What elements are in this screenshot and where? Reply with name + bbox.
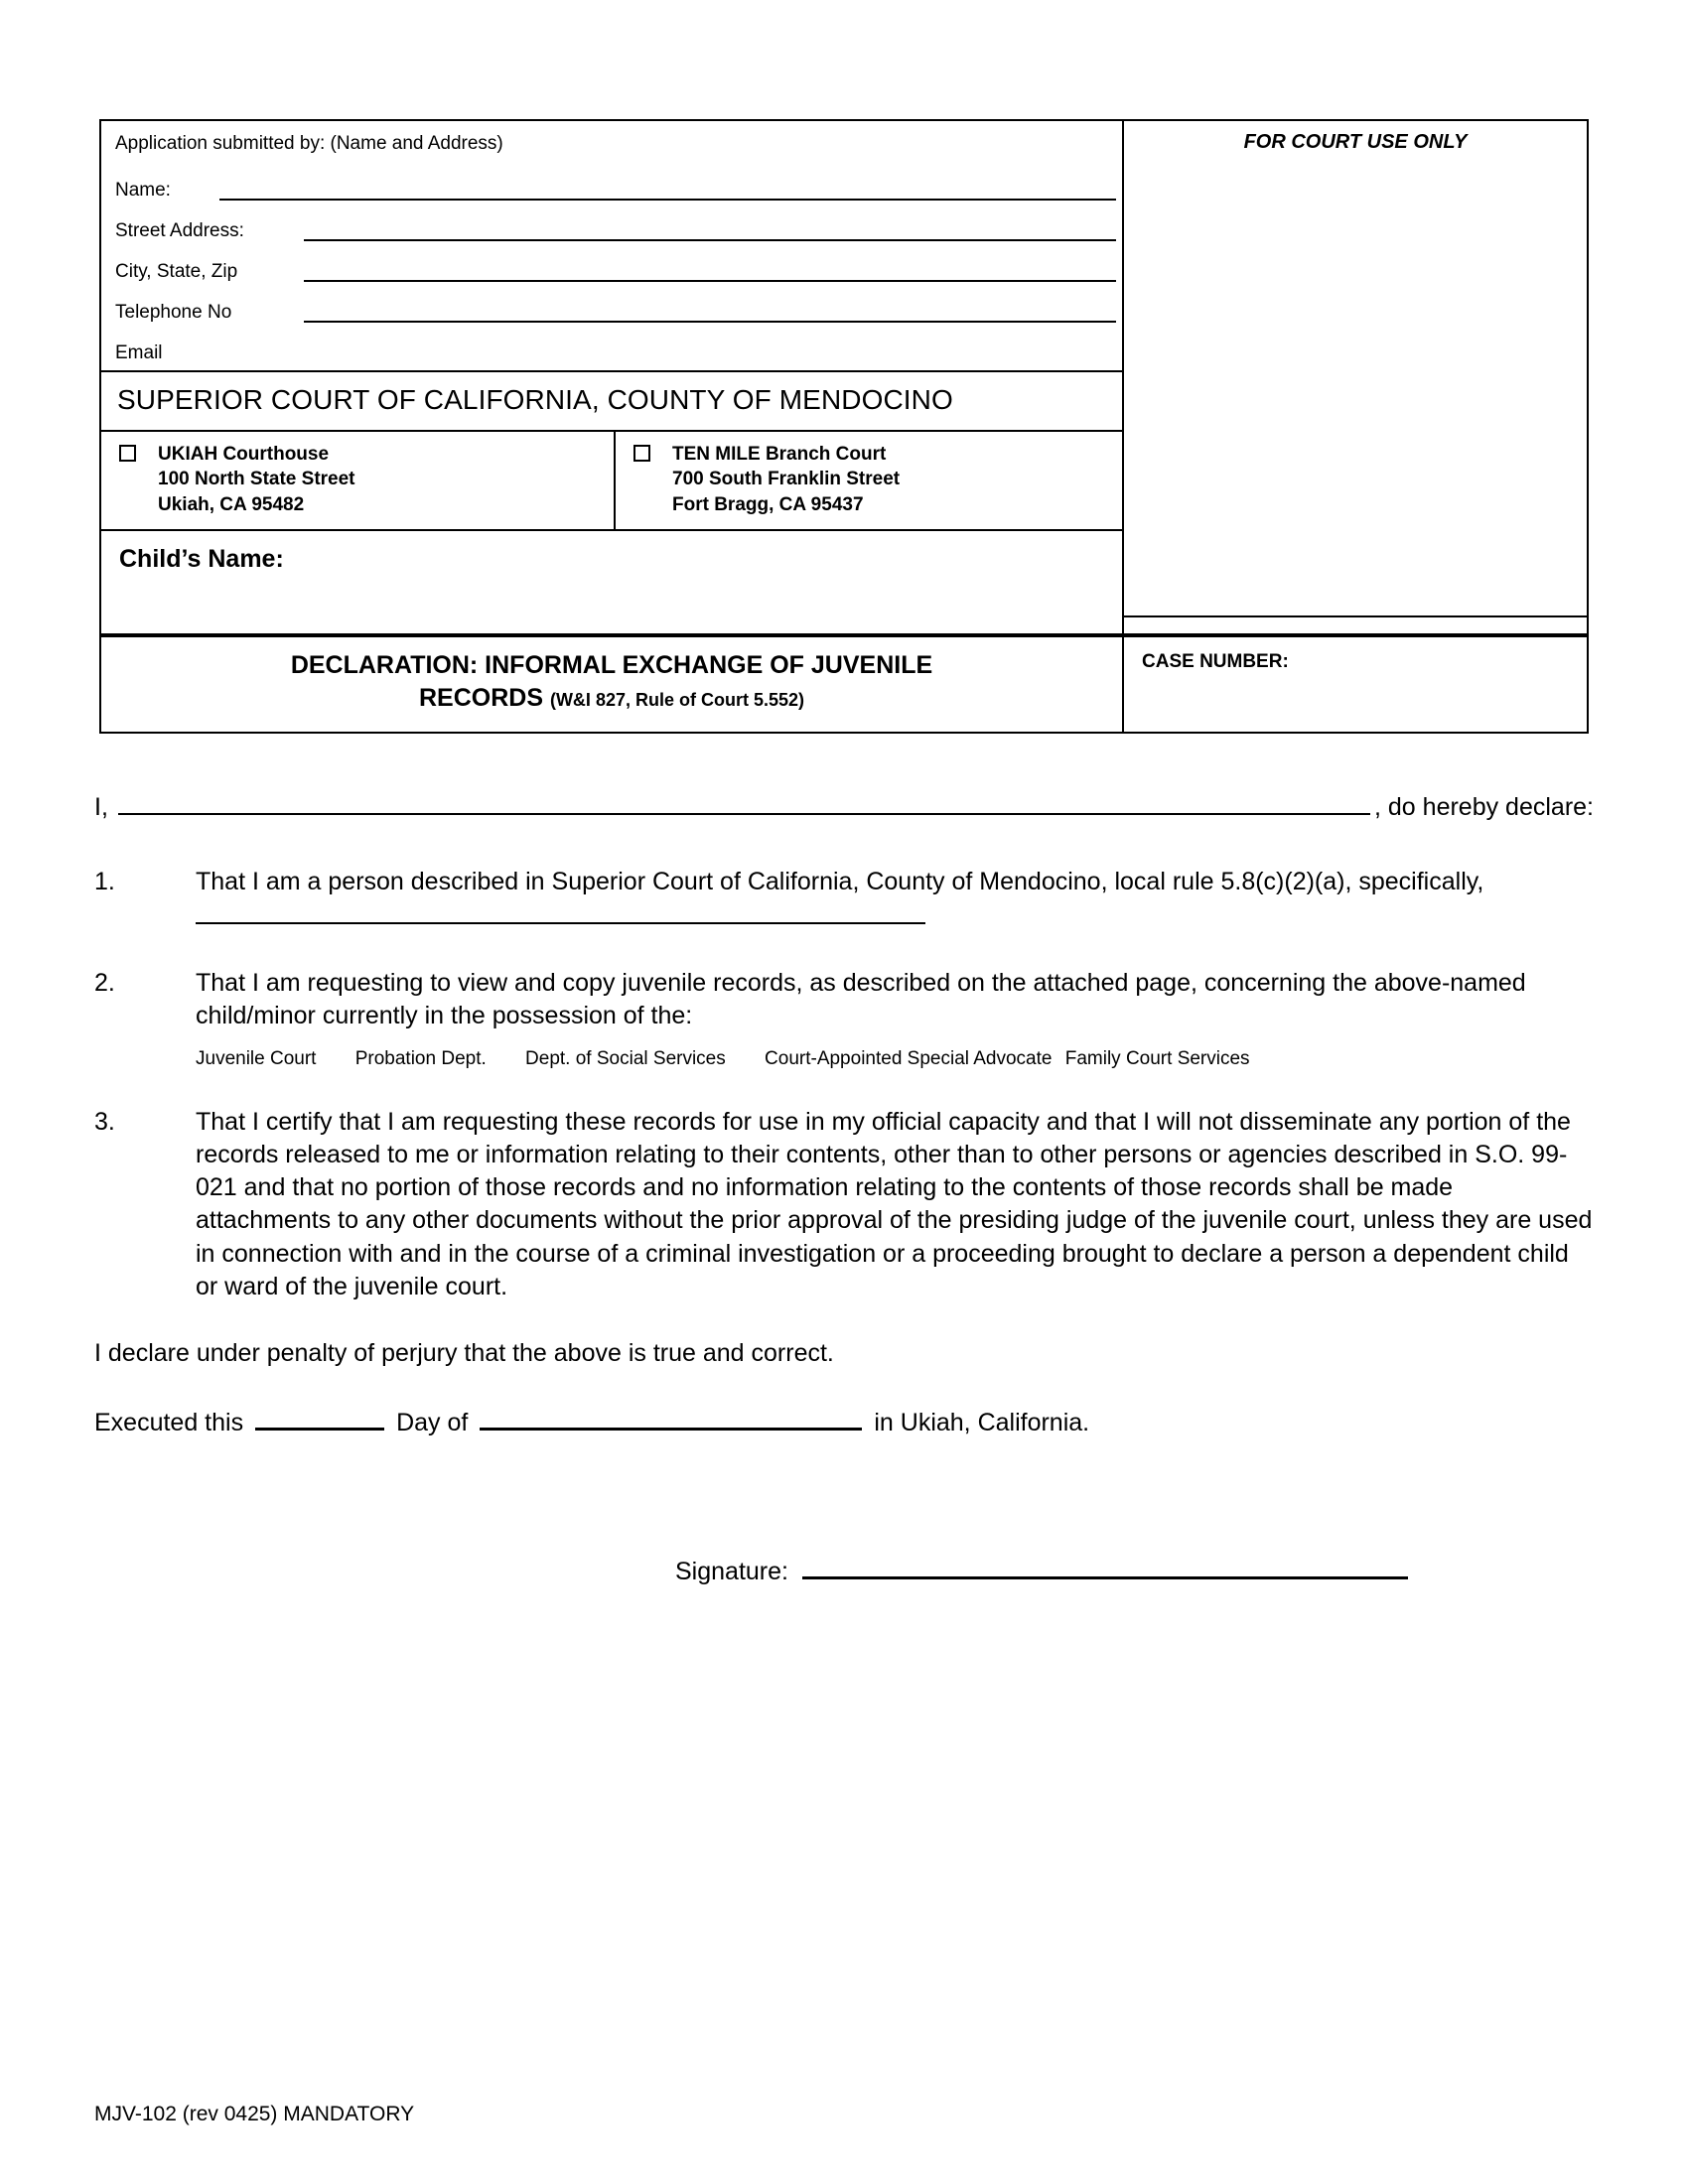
item-1-text: That I am a person described in Superior Court of California, County of Mendocino, local rule 5.8(c)(2)(a), specifically,: [196, 868, 1484, 896]
executed-prefix: Executed this: [94, 1409, 244, 1437]
signature-label: Signature:: [675, 1557, 788, 1585]
declaration-item-1: [94, 866, 1594, 933]
agency-probation-dept[interactable]: Probation Dept.: [354, 1048, 487, 1070]
item-2-text: That I am requesting to view and copy juvenile records, as described on the attached page, concerning the above-named child/minor currently in the possession of the:: [196, 968, 1526, 1029]
name-field-label: Name:: [115, 180, 171, 201]
item-1-body: [196, 866, 1594, 933]
telephone-field-row[interactable]: [101, 285, 1122, 326]
item-3-body: That I certify that I am requesting these records for use in my official capacity and that I will not disseminate any portion of the records released to me or information relating to their contents, other than to other persons or agencies described in S.O. 99-021 and that no portion of those records and no information relating to the contents of those records shall be made attachments to any other documents without the prior approval of the presiding judge of the juvenile court, unless they are used in connection with and in the course of a criminal investigation or a proceeding brought to declare a person a dependent child or ward of the juvenile court.: [196, 1107, 1593, 1300]
courthouse-ten-mile-name: TEN MILE Branch Court: [672, 444, 887, 465]
form-title-line1: DECLARATION: INFORMAL EXCHANGE OF JUVENILE: [290, 651, 933, 679]
name-field-row[interactable]: [101, 163, 1122, 204]
execution-line: [94, 1406, 1594, 1439]
courthouse-ten-mile-city: Fort Bragg, CA 95437: [672, 493, 864, 515]
courthouse-ukiah-details: [158, 442, 355, 517]
executed-day-input[interactable]: [255, 1406, 384, 1431]
email-field-label: Email: [115, 342, 163, 363]
agency-social-services[interactable]: Dept. of Social Services: [525, 1048, 726, 1070]
signature-input[interactable]: [802, 1555, 1408, 1579]
courthouse-ukiah-name: UKIAH Courthouse: [158, 444, 330, 465]
item-2-agency-list: [196, 1046, 1594, 1071]
street-address-field-input[interactable]: [304, 238, 1116, 241]
courthouse-selection-row: [101, 432, 1122, 531]
case-number-label: CASE NUMBER:: [1142, 651, 1289, 672]
executed-suffix: in Ukiah, California.: [874, 1409, 1090, 1437]
case-number-field[interactable]: [1124, 635, 1587, 732]
executed-middle: Day of: [396, 1409, 469, 1437]
street-address-field-row[interactable]: [101, 204, 1122, 244]
city-state-zip-field-row[interactable]: [101, 244, 1122, 285]
form-title: [101, 635, 1124, 732]
agency-casa[interactable]: Court-Appointed Special Advocate: [765, 1048, 1053, 1070]
courthouse-ukiah-street: 100 North State Street: [158, 469, 355, 490]
telephone-field-input[interactable]: [304, 320, 1116, 323]
applicant-info-block: [101, 121, 1122, 372]
item-1-number: 1.: [94, 868, 115, 896]
caption-left-column: [101, 121, 1124, 635]
declarant-name-input[interactable]: [118, 789, 1370, 815]
telephone-field-label: Telephone No: [115, 302, 232, 323]
submitted-by-label: Application submitted by: (Name and Address): [115, 133, 503, 154]
item-2-body: [196, 967, 1594, 1072]
courthouse-ukiah-city: Ukiah, CA 95482: [158, 493, 305, 515]
checkbox-icon-ukiah[interactable]: [119, 445, 136, 462]
checkbox-icon-ten-mile[interactable]: [633, 445, 650, 462]
item-2-number: 2.: [94, 968, 115, 997]
form-title-citation: (W&I 827, Rule of Court 5.552): [549, 689, 804, 710]
child-name-label: Child’s Name:: [119, 544, 284, 573]
declare-prefix: I,: [94, 793, 108, 821]
form-footer: MJV-102 (rev 0425) MANDATORY: [94, 2103, 415, 2125]
court-name-heading: SUPERIOR COURT OF CALIFORNIA, COUNTY OF MENDOCINO: [101, 372, 1122, 432]
for-court-use-only-label: FOR COURT USE ONLY: [1243, 131, 1468, 153]
declarant-name-line: [94, 789, 1594, 824]
perjury-statement: I declare under penalty of perjury that the above is true and correct.: [94, 1339, 834, 1368]
signature-line: [94, 1555, 1594, 1588]
title-strip-container: [99, 633, 1589, 734]
courthouse-ten-mile-street: 700 South Franklin Street: [672, 469, 901, 490]
city-state-zip-field-input[interactable]: [304, 279, 1116, 282]
child-name-field[interactable]: [101, 531, 1122, 594]
city-state-zip-field-label: City, State, Zip: [115, 261, 238, 282]
name-field-input[interactable]: [219, 198, 1116, 201]
caption-box: [99, 119, 1589, 637]
item-3-number: 3.: [94, 1107, 115, 1136]
declaration-body: [94, 789, 1594, 1588]
courthouse-option-ten-mile[interactable]: [616, 432, 1122, 529]
email-field-input[interactable]: [304, 362, 1116, 363]
declare-suffix: , do hereby declare:: [1374, 793, 1594, 821]
caption-right-column: [1124, 121, 1587, 635]
form-title-line2: RECORDS: [418, 683, 543, 712]
declaration-item-3: [94, 1106, 1594, 1304]
title-strip: [101, 633, 1587, 732]
courthouse-ten-mile-details: [672, 442, 900, 517]
item-1-specify-input[interactable]: [196, 899, 925, 924]
for-court-use-only-box: [1124, 121, 1587, 617]
agency-juvenile-court[interactable]: Juvenile Court: [196, 1048, 317, 1070]
agency-family-court-services[interactable]: Family Court Services: [1064, 1048, 1250, 1070]
street-address-field-label: Street Address:: [115, 220, 244, 241]
courthouse-option-ukiah[interactable]: [101, 432, 616, 529]
executed-month-input[interactable]: [480, 1406, 862, 1431]
declaration-item-2: [94, 967, 1594, 1072]
email-field-row[interactable]: [101, 326, 1122, 366]
